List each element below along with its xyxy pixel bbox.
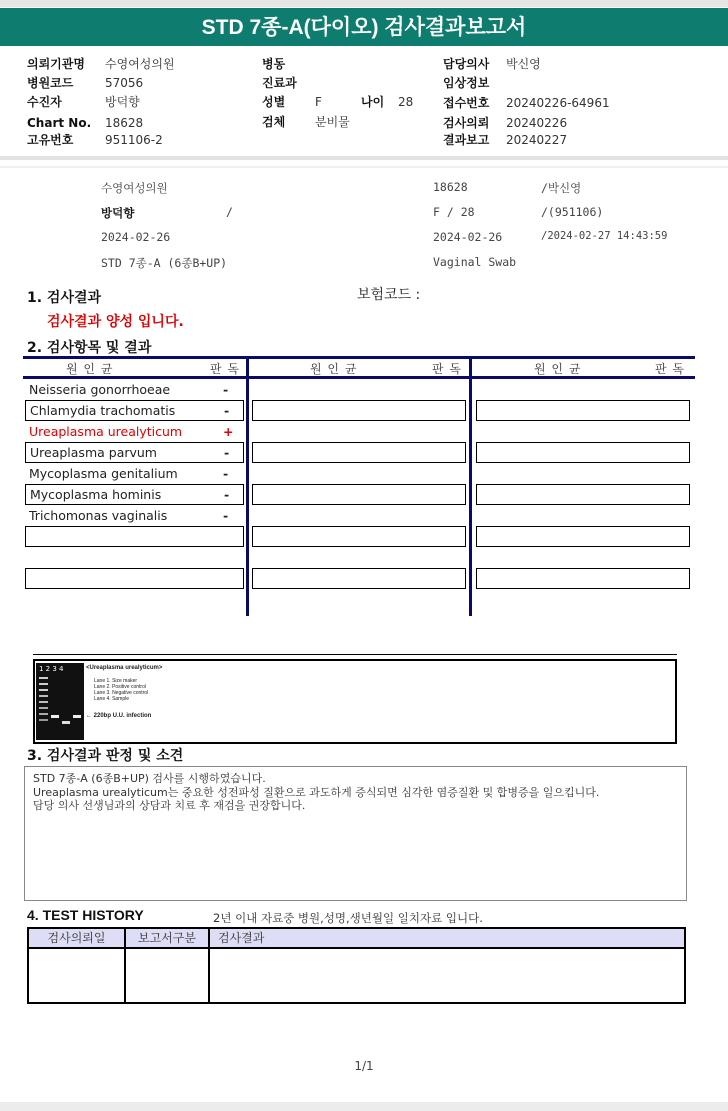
label-institution: 의뢰기관명 bbox=[27, 57, 85, 71]
section-4-title: 4. TEST HISTORY bbox=[27, 907, 144, 923]
organism-name: Mycoplasma hominis bbox=[30, 487, 162, 502]
empty-row-box bbox=[252, 400, 466, 421]
info-institution: 수영여성의원 bbox=[101, 181, 168, 195]
result-row bbox=[25, 400, 244, 421]
organism-result: - bbox=[224, 487, 230, 502]
gel-legend-lane-4: Lane 4. Sample bbox=[94, 696, 130, 702]
result-row bbox=[25, 464, 244, 483]
info-unique-no: /(951106) bbox=[541, 205, 604, 219]
section-3-title: 3. 검사결과 판정 및 소견 bbox=[27, 748, 184, 764]
info-chart-no: 18628 bbox=[433, 180, 468, 194]
page-number: 1/1 bbox=[354, 1059, 374, 1073]
gel-band-annotation: ← 220bp U.U. infection bbox=[86, 713, 152, 719]
opinion-line: STD 7종-A (6종B+UP) 검사를 시행하였습니다. bbox=[33, 772, 266, 785]
label-unique-no: 고유번호 bbox=[27, 133, 74, 147]
positive-message: 검사결과 양성 입니다. bbox=[47, 314, 184, 330]
empty-row-box bbox=[476, 442, 690, 463]
opinion-line: 담당 의사 선생님과의 상담과 치료 후 재검을 권장합니다. bbox=[33, 799, 306, 812]
gel-legend-lane-1: Lane 1. Size maker bbox=[94, 678, 138, 684]
value-age: 28 bbox=[398, 95, 414, 109]
result-row bbox=[25, 442, 244, 463]
label-department: 진료과 bbox=[262, 76, 297, 90]
gel-legend-lane-2: Lane 2. Positive control bbox=[94, 684, 146, 690]
organism-result: - bbox=[224, 445, 230, 460]
info-patient: 방덕향 bbox=[101, 206, 135, 220]
info-slash: / bbox=[226, 205, 233, 219]
label-doctor: 담당의사 bbox=[443, 57, 490, 71]
label-clinical-info: 임상정보 bbox=[443, 76, 490, 90]
result-row bbox=[25, 506, 244, 525]
section-1-title: 1. 검사결과 bbox=[27, 290, 102, 306]
organism-name: Chlamydia trachomatis bbox=[30, 403, 176, 418]
organism-name: Ureaplasma urealyticum bbox=[29, 424, 183, 439]
table-top-border bbox=[23, 356, 695, 359]
empty-row-box bbox=[252, 526, 466, 547]
empty-row-box bbox=[25, 568, 244, 589]
label-ward: 병동 bbox=[262, 57, 286, 71]
organism-name: Trichomonas vaginalis bbox=[29, 508, 168, 523]
report-title: STD 7종-A(다이오) 검사결과보고서 bbox=[0, 8, 728, 46]
organism-result: - bbox=[223, 466, 229, 481]
history-col-result: 검사결과 bbox=[218, 931, 265, 945]
value-specimen: 분비물 bbox=[315, 115, 350, 129]
col-header-result-1: 판 독 bbox=[210, 362, 240, 376]
value-institution: 수영여성의원 bbox=[105, 57, 175, 71]
history-col-request-date: 검사의뢰일 bbox=[47, 931, 106, 945]
gel-title: <Ureaplasma urealyticum> bbox=[86, 665, 163, 671]
insurance-code-label: 보험코드 : bbox=[357, 287, 421, 303]
organism-result: - bbox=[223, 382, 229, 397]
gel-lane-numbers: 1 2 3 4 bbox=[39, 665, 64, 673]
gel-top-line bbox=[33, 654, 677, 655]
value-report-date: 20240227 bbox=[506, 133, 568, 147]
history-col-report-type: 보고서구분 bbox=[138, 931, 196, 945]
value-request-date: 20240226 bbox=[506, 116, 568, 130]
empty-row-box bbox=[476, 526, 690, 547]
label-age: 나이 bbox=[361, 95, 385, 109]
info-doctor: /박신영 bbox=[541, 181, 582, 195]
label-patient: 수진자 bbox=[27, 95, 62, 109]
col-header-result-2: 판 독 bbox=[432, 362, 462, 376]
col-header-organism-2: 원 인 균 bbox=[310, 362, 358, 376]
history-note: 2년 이내 자료중 병원,성명,생년월일 일치자료 입니다. bbox=[213, 911, 483, 925]
organism-result: - bbox=[223, 508, 229, 523]
value-hospital-code: 57056 bbox=[105, 76, 144, 90]
label-chart-no: Chart No. bbox=[27, 116, 92, 130]
info-test-name: STD 7종-A (6종B+UP) bbox=[101, 256, 228, 270]
label-sex: 성별 bbox=[262, 95, 286, 109]
empty-row-box bbox=[476, 568, 690, 589]
label-specimen: 검체 bbox=[262, 115, 286, 129]
opinion-line: Ureaplasma urealyticum는 중요한 성전파성 질환으로 과도하게 증식되면 심각한 염증질환 및 합병증을 일으킵니다. bbox=[33, 785, 600, 799]
value-sex: F bbox=[315, 95, 322, 109]
value-doctor: 박신영 bbox=[506, 57, 541, 71]
opinion-box bbox=[24, 766, 687, 901]
label-request-date: 검사의뢰 bbox=[443, 116, 490, 130]
label-hospital-code: 병원코드 bbox=[27, 76, 74, 90]
empty-row-box bbox=[252, 568, 466, 589]
info-sex-age: F / 28 bbox=[433, 205, 475, 219]
info-receipt-date: 2024-02-26 bbox=[433, 230, 503, 244]
col-header-organism-1: 원 인 균 bbox=[66, 362, 114, 376]
empty-row-box bbox=[476, 484, 690, 505]
label-report-date: 결과보고 bbox=[443, 133, 490, 147]
history-table bbox=[27, 927, 686, 1004]
organism-result: + bbox=[223, 424, 234, 439]
empty-row-box bbox=[476, 400, 690, 421]
value-unique-no: 951106-2 bbox=[105, 133, 163, 147]
table-col-divider-1 bbox=[246, 356, 249, 616]
history-col-divider bbox=[124, 929, 126, 1002]
gel-legend-lane-3: Lane 3. Negative control bbox=[94, 690, 149, 696]
history-col-divider bbox=[208, 929, 210, 1002]
empty-row-box bbox=[252, 484, 466, 505]
result-row bbox=[25, 380, 244, 399]
top-strip bbox=[0, 0, 728, 7]
organism-name: Neisseria gonorrhoeae bbox=[29, 382, 171, 397]
value-chart-no: 18628 bbox=[105, 116, 144, 130]
table-col-divider-2 bbox=[469, 356, 472, 616]
organism-result: - bbox=[224, 403, 230, 418]
organism-name: Ureaplasma parvum bbox=[30, 445, 157, 460]
gel-electrophoresis-image bbox=[36, 663, 84, 740]
value-patient: 방덕향 bbox=[105, 95, 140, 109]
info-specimen: Vaginal Swab bbox=[433, 255, 517, 269]
empty-row-box bbox=[25, 526, 244, 547]
organism-name: Mycoplasma genitalium bbox=[29, 466, 178, 481]
value-receipt-no: 20240226-64961 bbox=[506, 96, 610, 110]
col-header-result-3: 판 독 bbox=[655, 362, 685, 376]
col-header-organism-3: 원 인 균 bbox=[534, 362, 582, 376]
gel-legend bbox=[94, 678, 148, 702]
result-row-positive bbox=[25, 422, 244, 441]
label-receipt-no: 접수번호 bbox=[443, 96, 490, 110]
empty-row-box bbox=[252, 442, 466, 463]
info-request-date: 2024-02-26 bbox=[101, 230, 171, 244]
info-report-datetime: /2024-02-27 14:43:59 bbox=[541, 230, 668, 242]
table-header-border bbox=[23, 376, 695, 379]
header-divider bbox=[0, 156, 728, 160]
section-2-title: 2. 검사항목 및 결과 bbox=[27, 340, 152, 356]
header-divider-thin bbox=[0, 166, 728, 168]
result-row bbox=[25, 484, 244, 505]
